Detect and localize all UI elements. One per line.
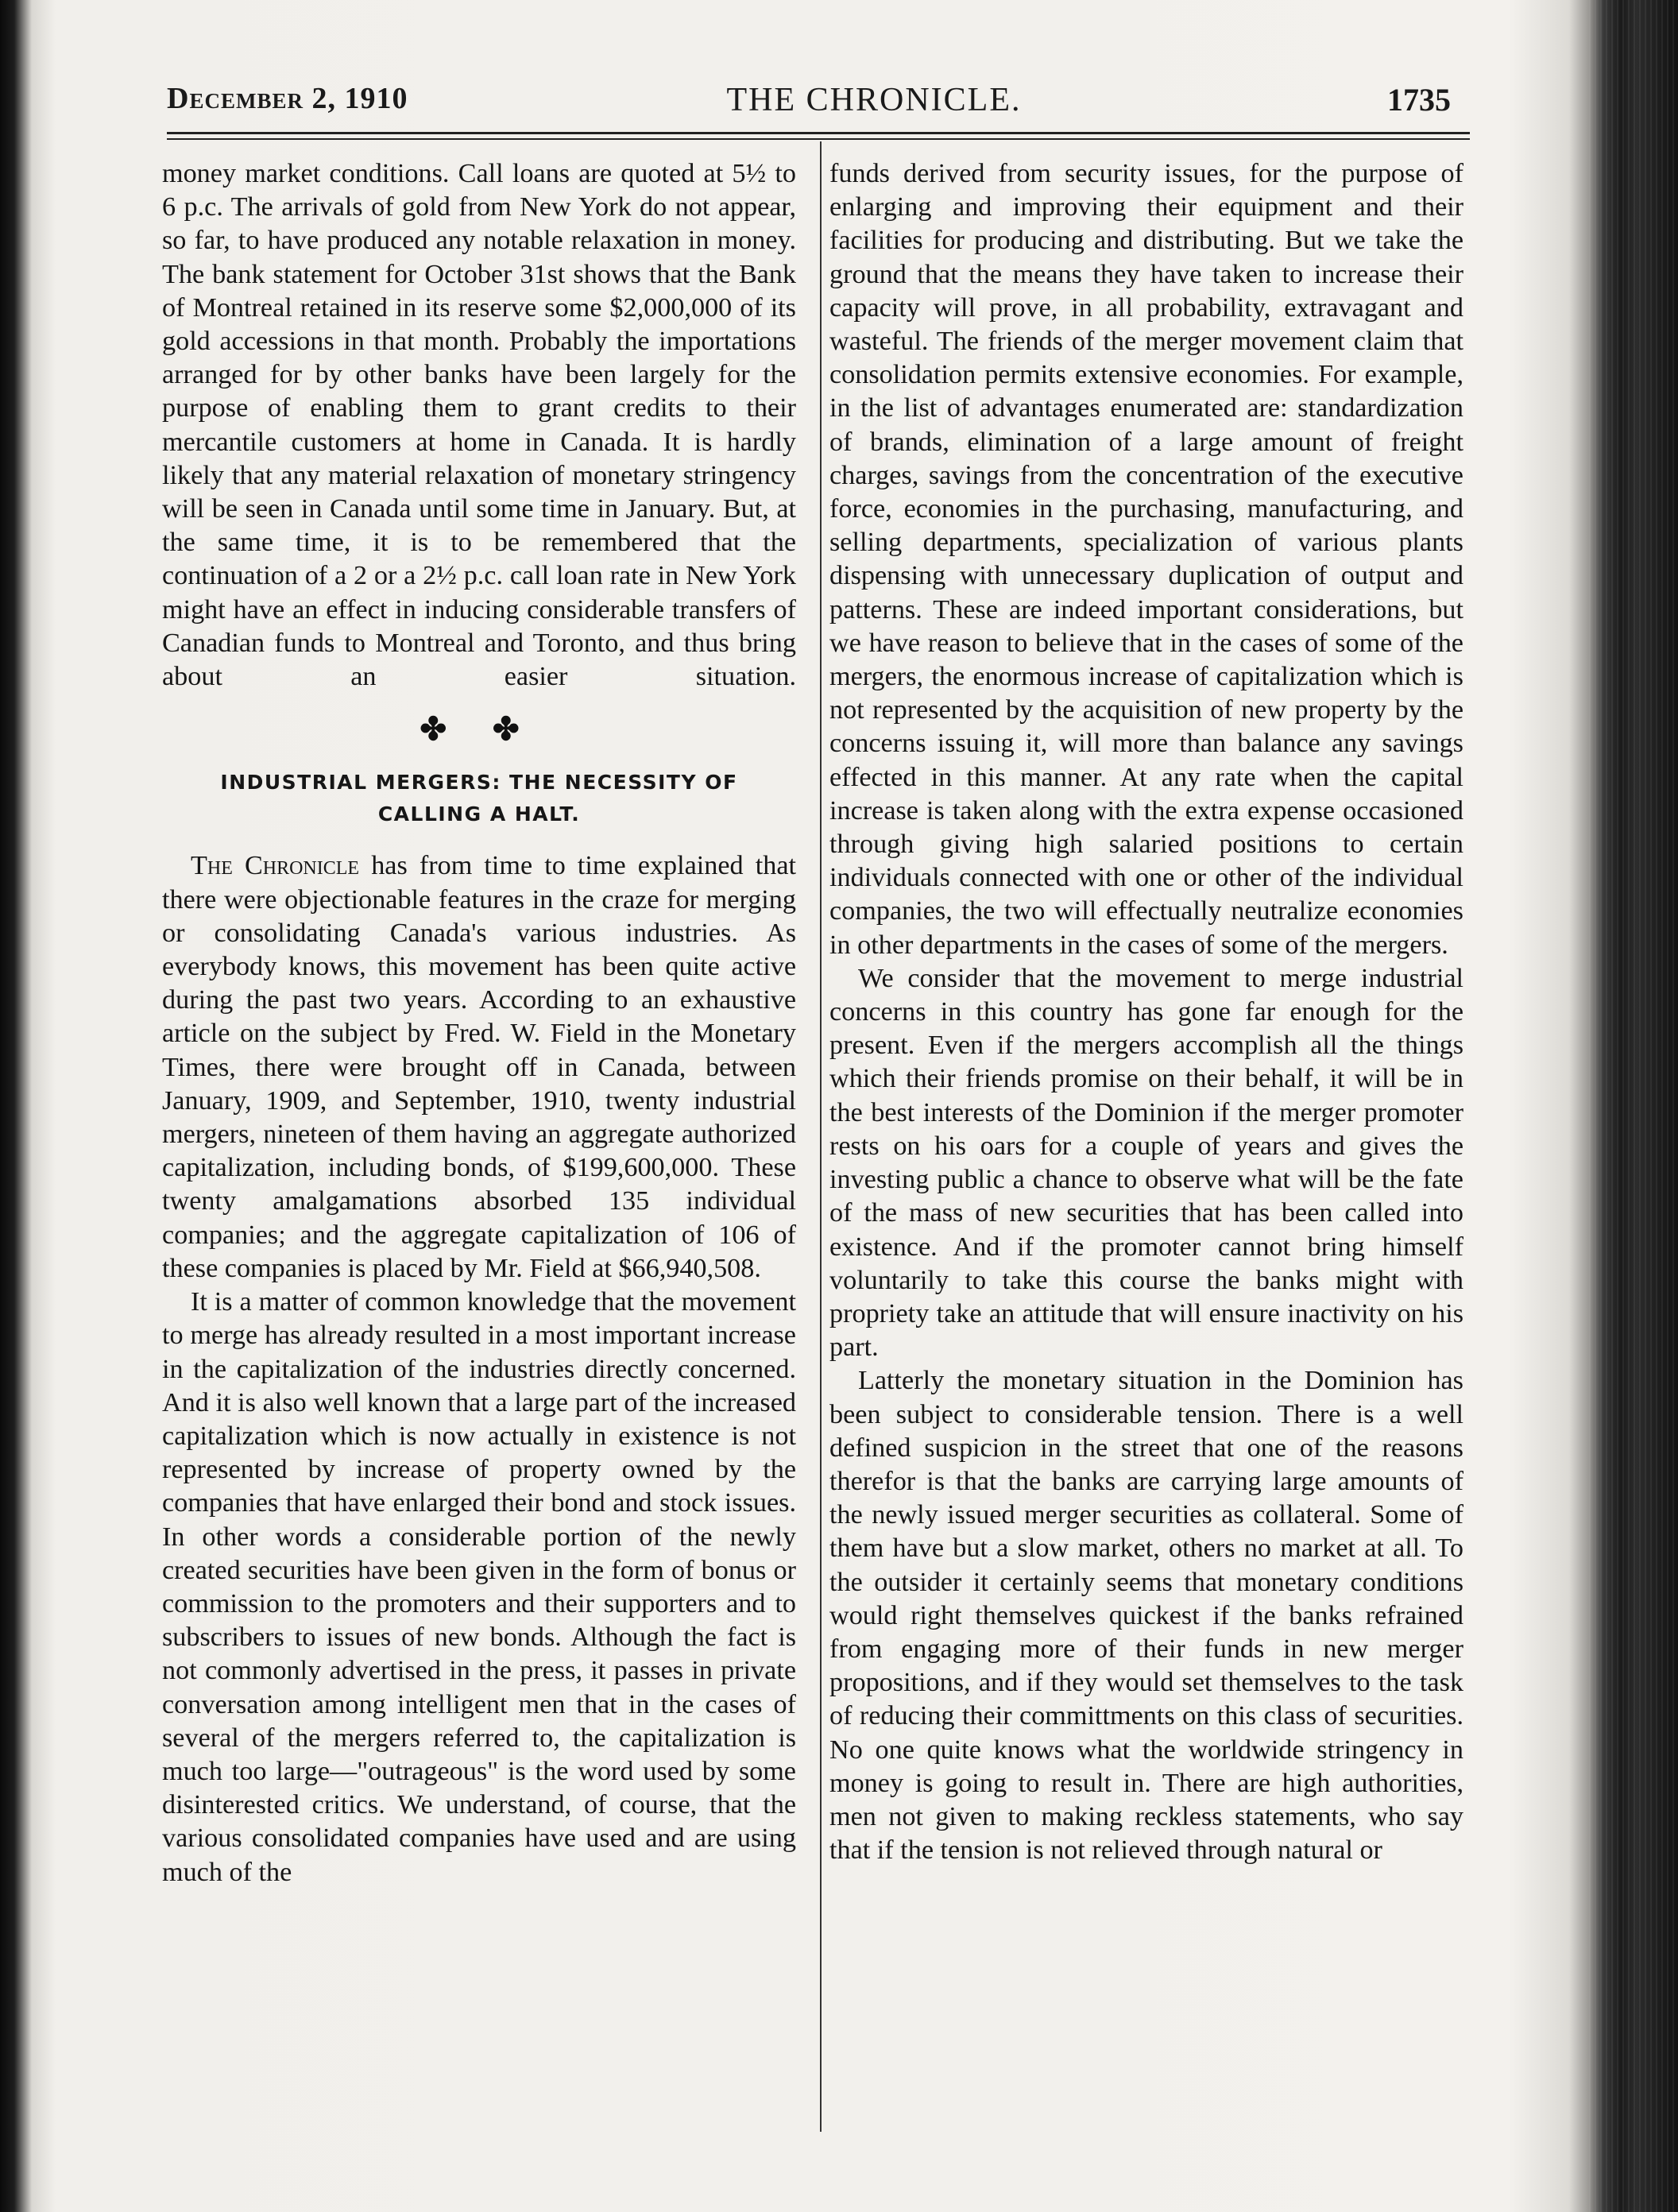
article-paragraph-1-text: has from time to time explained that there were objectionable features in the craze for merging or consolidating Canada's various industries. As everybody knows, this movement has been quite active during the past two years. According to an exhaustive article on the subject by Fred. W. Field in the Monetary Times, there were brought off in Canada, between January, 1909, and September, 1910, twenty industrial mergers, nineteen of them having an aggregate authorized capitalization, including bonds, of $199,600,000. These twenty amalgamations absorbed 135 individual companies; and the aggregate capitalization of 106 of these companies is placed by Mr. Field at $66,940,508. xyxy=(162,851,796,1283)
article-heading-line-1: INDUSTRIAL MERGERS: THE NECESSITY OF xyxy=(220,771,738,795)
header-rule-thin xyxy=(167,138,1470,140)
article-paragraph-3: funds derived from security issues, for the purpose of enlarging and improving their equipment and their facilities for producing and distributing. But we take the ground that the means they have taken to increase their capacity will prove, in all probability, extravagant and wasteful. The friends of the merger movement claim that consolidation permits extensive economies. For example, in the list of advantages enumerated are: standardization of brands, elimination of a large amount of freight charges, savings from the concentration of the executive force, economies in the purchasing, manufacturing, and selling departments, specialization of various plants dispensing with unnecessary duplication of output and patterns. These are indeed important considerations, but we have reason to believe that in the cases of some of the mergers, the enormous increase of capitalization which is not represented by the acquisition of new property by the concerns issuing it, will more than balance any savings effected in this manner. At any rate when the capital increase is taken along with the extra expense occasioned through giving high salaried positions to certain individuals connected with one or other of the individual companies, the two will effectually neutralize economies in other departments in the cases of some of the mergers. xyxy=(829,159,1463,960)
issue-date: December 2, 1910 xyxy=(167,82,408,115)
chronicle-small-caps: The Chronicle xyxy=(191,851,360,881)
article-heading-line-2: CALLING A HALT. xyxy=(377,802,581,826)
article-paragraph-5: Latterly the monetary situation in the Dominion has been subject to considerable tension. There is a well defined suspicion in the street that one of the reasons therefor is that the banks are carrying large amounts of the newly issued merger securities as collateral. Some of them have but a slow market, others no market at all. To the outsider it certainly seems that monetary conditions would right themselves quickest if the banks refrained from engaging more of their funds in new merger propositions, and if they would set themselves to the task of reducing their committments on this class of securities. No one quite knows what the worldwide stringency in money is going to result in. There are high authorities, men not given to making reckless statements, who say that if the tension is not relieved through natural or xyxy=(829,1366,1463,1866)
journal-title: THE CHRONICLE. xyxy=(726,82,1022,118)
left-column xyxy=(162,157,796,1889)
section-ornament: ✤ ✤ xyxy=(420,711,539,748)
article-heading xyxy=(162,767,796,830)
right-column xyxy=(829,157,1463,1867)
article-paragraph-4: We consider that the movement to merge industrial concerns in this country has gone far enough for the present. Even if the mergers accomplish all the things which their friends promise on their behalf, it will be in the best interests of the Dominion if the merger promoter rests on his oars for a couple of years and gives the investing public a chance to observe what will be the fate of the mass of new securities that has been called into existence. And if the promoter cannot bring himself voluntarily to take this course the banks might with propriety take an attitude that will ensure inactivity on his part. xyxy=(829,963,1463,1363)
column-divider xyxy=(820,141,822,2132)
page-number: 1735 xyxy=(1387,82,1451,118)
article-paragraph-1 xyxy=(162,849,796,1286)
header-rule-thick xyxy=(167,132,1470,134)
money-market-paragraph: money market conditions. Call loans are quoted at 5½ to 6 p.c. The arrivals of gold from New York do not appear, so far, to have produced any notable relaxation in money. The bank statement for October 31st shows that the Bank of Montreal retained in its reserve some $2,000,000 of its gold accessions in that month. Probably the importations arranged for by other banks have been largely for the purpose of enabling them to grant credits to their mercantile customers at home in Canada. It is hardly likely that any material relaxation of monetary stringency will be seen in Canada until some time in January. But, at the same time, it is to be remembered that the continuation of a 2 or a 2½ p.c. call loan rate in New York might have an effect in inducing considerable transfers of Canadian funds to Montreal and Toronto, and thus bring about an easier situation. xyxy=(162,159,796,692)
binding-edge xyxy=(1589,0,1678,2212)
article-paragraph-2: It is a matter of common knowledge that the movement to merge has already resulted in a most important increase in the capitalization of the industries directly concerned. And it is also well known that a large part of the increased capitalization which is now actually in existence is not represented by increase of property owned by the companies that have enlarged their bond and stock issues. In other words a considerable portion of the newly created securities have been given in the form of bonus or commission to the promoters and their supporters and to subscribers to issues of new bonds. Although the fact is not commonly advertised in the press, it passes in private conversation among intelligent men that in the cases of several of the mergers referred to, the capitalization is much too large—"outrageous" is the word used by some disinterested critics. We understand, of course, that the various consolidated companies have used and are using much of the xyxy=(162,1287,796,1887)
